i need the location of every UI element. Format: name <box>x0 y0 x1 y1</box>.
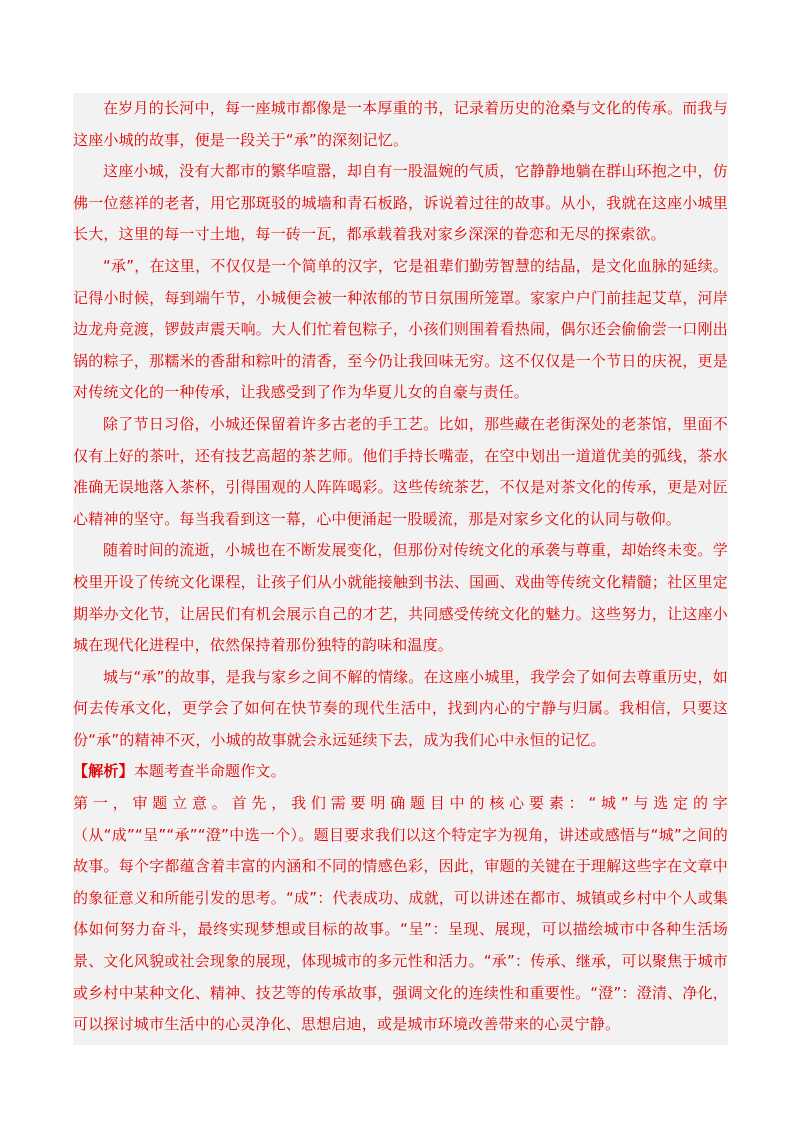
essay-paragraph-4: 除了节日习俗，小城还保留着许多古老的手工艺。比如，那些藏在老街深处的老茶馆，里面不仅有上好的茶叶，还有技艺高超的茶艺师。他们手持长嘴壶，在空中划出一道道优美的弧线，茶水准确无误地落入茶杯，引得围观的人阵阵喝彩。这些传统茶艺，不仅是对茶文化的传承，更是对匠心精神的坚守。每当我看到这一幕，心中便涌起一股暖流，那是对家乡文化的认同与敬仰。 <box>73 414 728 528</box>
analysis-body: 第一，审题立意。首先，我们需要明确题目中的核心要素：“城”与选定的字（从“成”“呈”“承”“澄”中选一个）。题目要求我们以这个特定字为视角，讲述或感悟与“城”之间的故事。每个字都蕴含着丰富的内涵和不同的情感色彩，因此，审题的关键在于理解这些字在文章中的象征意义和所能引发的思考。“成”：代表成功、成就，可以讲述在都市、城镇或乡村中个人或集体如何努力奋斗，最终实现梦想或目标的故事。“呈”：呈现、展现，可以描绘城市中各种生活场景、文化风貌或社会现象的展现，体现城市的多元性和活力。“承”：传承、继承，可以聚焦于城市或乡村中某种文化、精神、技艺等的传承故事，强调文化的连续性和重要性。“澄”：澄清、净化，可以探讨城市生活中的心灵净化、思想启迪，或是城市环境改善带来的心灵宁静。 <box>73 794 728 1034</box>
essay-paragraph-1: 在岁月的长河中，每一座城市都像是一本厚重的书，记录着历史的沧桑与文化的传承。而我与这座小城的故事，便是一段关于“承”的深刻记忆。 <box>73 99 728 149</box>
essay-paragraph-5: 随着时间的流逝，小城也在不断发展变化，但那份对传统文化的承袭与尊重，却始终未变。学校里开设了传统文化课程，让孩子们从小就能接触到书法、国画、戏曲等传统文化精髓；社区里定期举办文化节，让居民们有机会展示自己的才艺，共同感受传统文化的魅力。这些努力，让这座小城在现代化进程中，依然保持着那份独特的韵味和温度。 <box>73 541 728 655</box>
essay-paragraph-2: 这座小城，没有大都市的繁华喧嚣，却自有一股温婉的气质，它静静地躺在群山环抱之中，仿佛一位慈祥的老者，用它那斑驳的城墙和青石板路，诉说着过往的故事。从小，我就在这座小城里长大，这里的每一寸土地，每一砖一瓦，都承载着我对家乡深深的眷恋和无尽的探索欲。 <box>73 162 728 244</box>
essay-paragraph-6: 城与“承”的故事，是我与家乡之间不解的情缘。在这座小城里，我学会了如何去尊重历史，如何去传承文化，更学会了如何在快节奏的现代生活中，找到内心的宁静与归属。我相信，只要这份“承”的精神不灭，小城的故事就会永远延续下去，成为我们心中永恒的记忆。 <box>73 667 728 749</box>
answer-text-block <box>73 93 728 1045</box>
analysis-label: 【解析】 <box>73 762 134 781</box>
essay-paragraph-3: “承”，在这里，不仅仅是一个简单的汉字，它是祖辈们勤劳智慧的结晶，是文化血脉的延续。记得小时候，每到端午节，小城便会被一种浓郁的节日氛围所笼罩。家家户户门前挂起艾草，河岸边龙舟竞渡，锣鼓声震天响。大人们忙着包粽子，小孩们则围着看热闹，偶尔还会偷偷尝一口刚出锅的粽子，那糯米的香甜和粽叶的清香，至今仍让我回味无穷。这不仅仅是一个节日的庆祝，更是对传统文化的一种传承，让我感受到了作为华夏儿女的自豪与责任。 <box>73 256 728 402</box>
analysis-intro: 本题考查半命题作文。 <box>133 762 286 781</box>
analysis-heading <box>73 756 728 788</box>
